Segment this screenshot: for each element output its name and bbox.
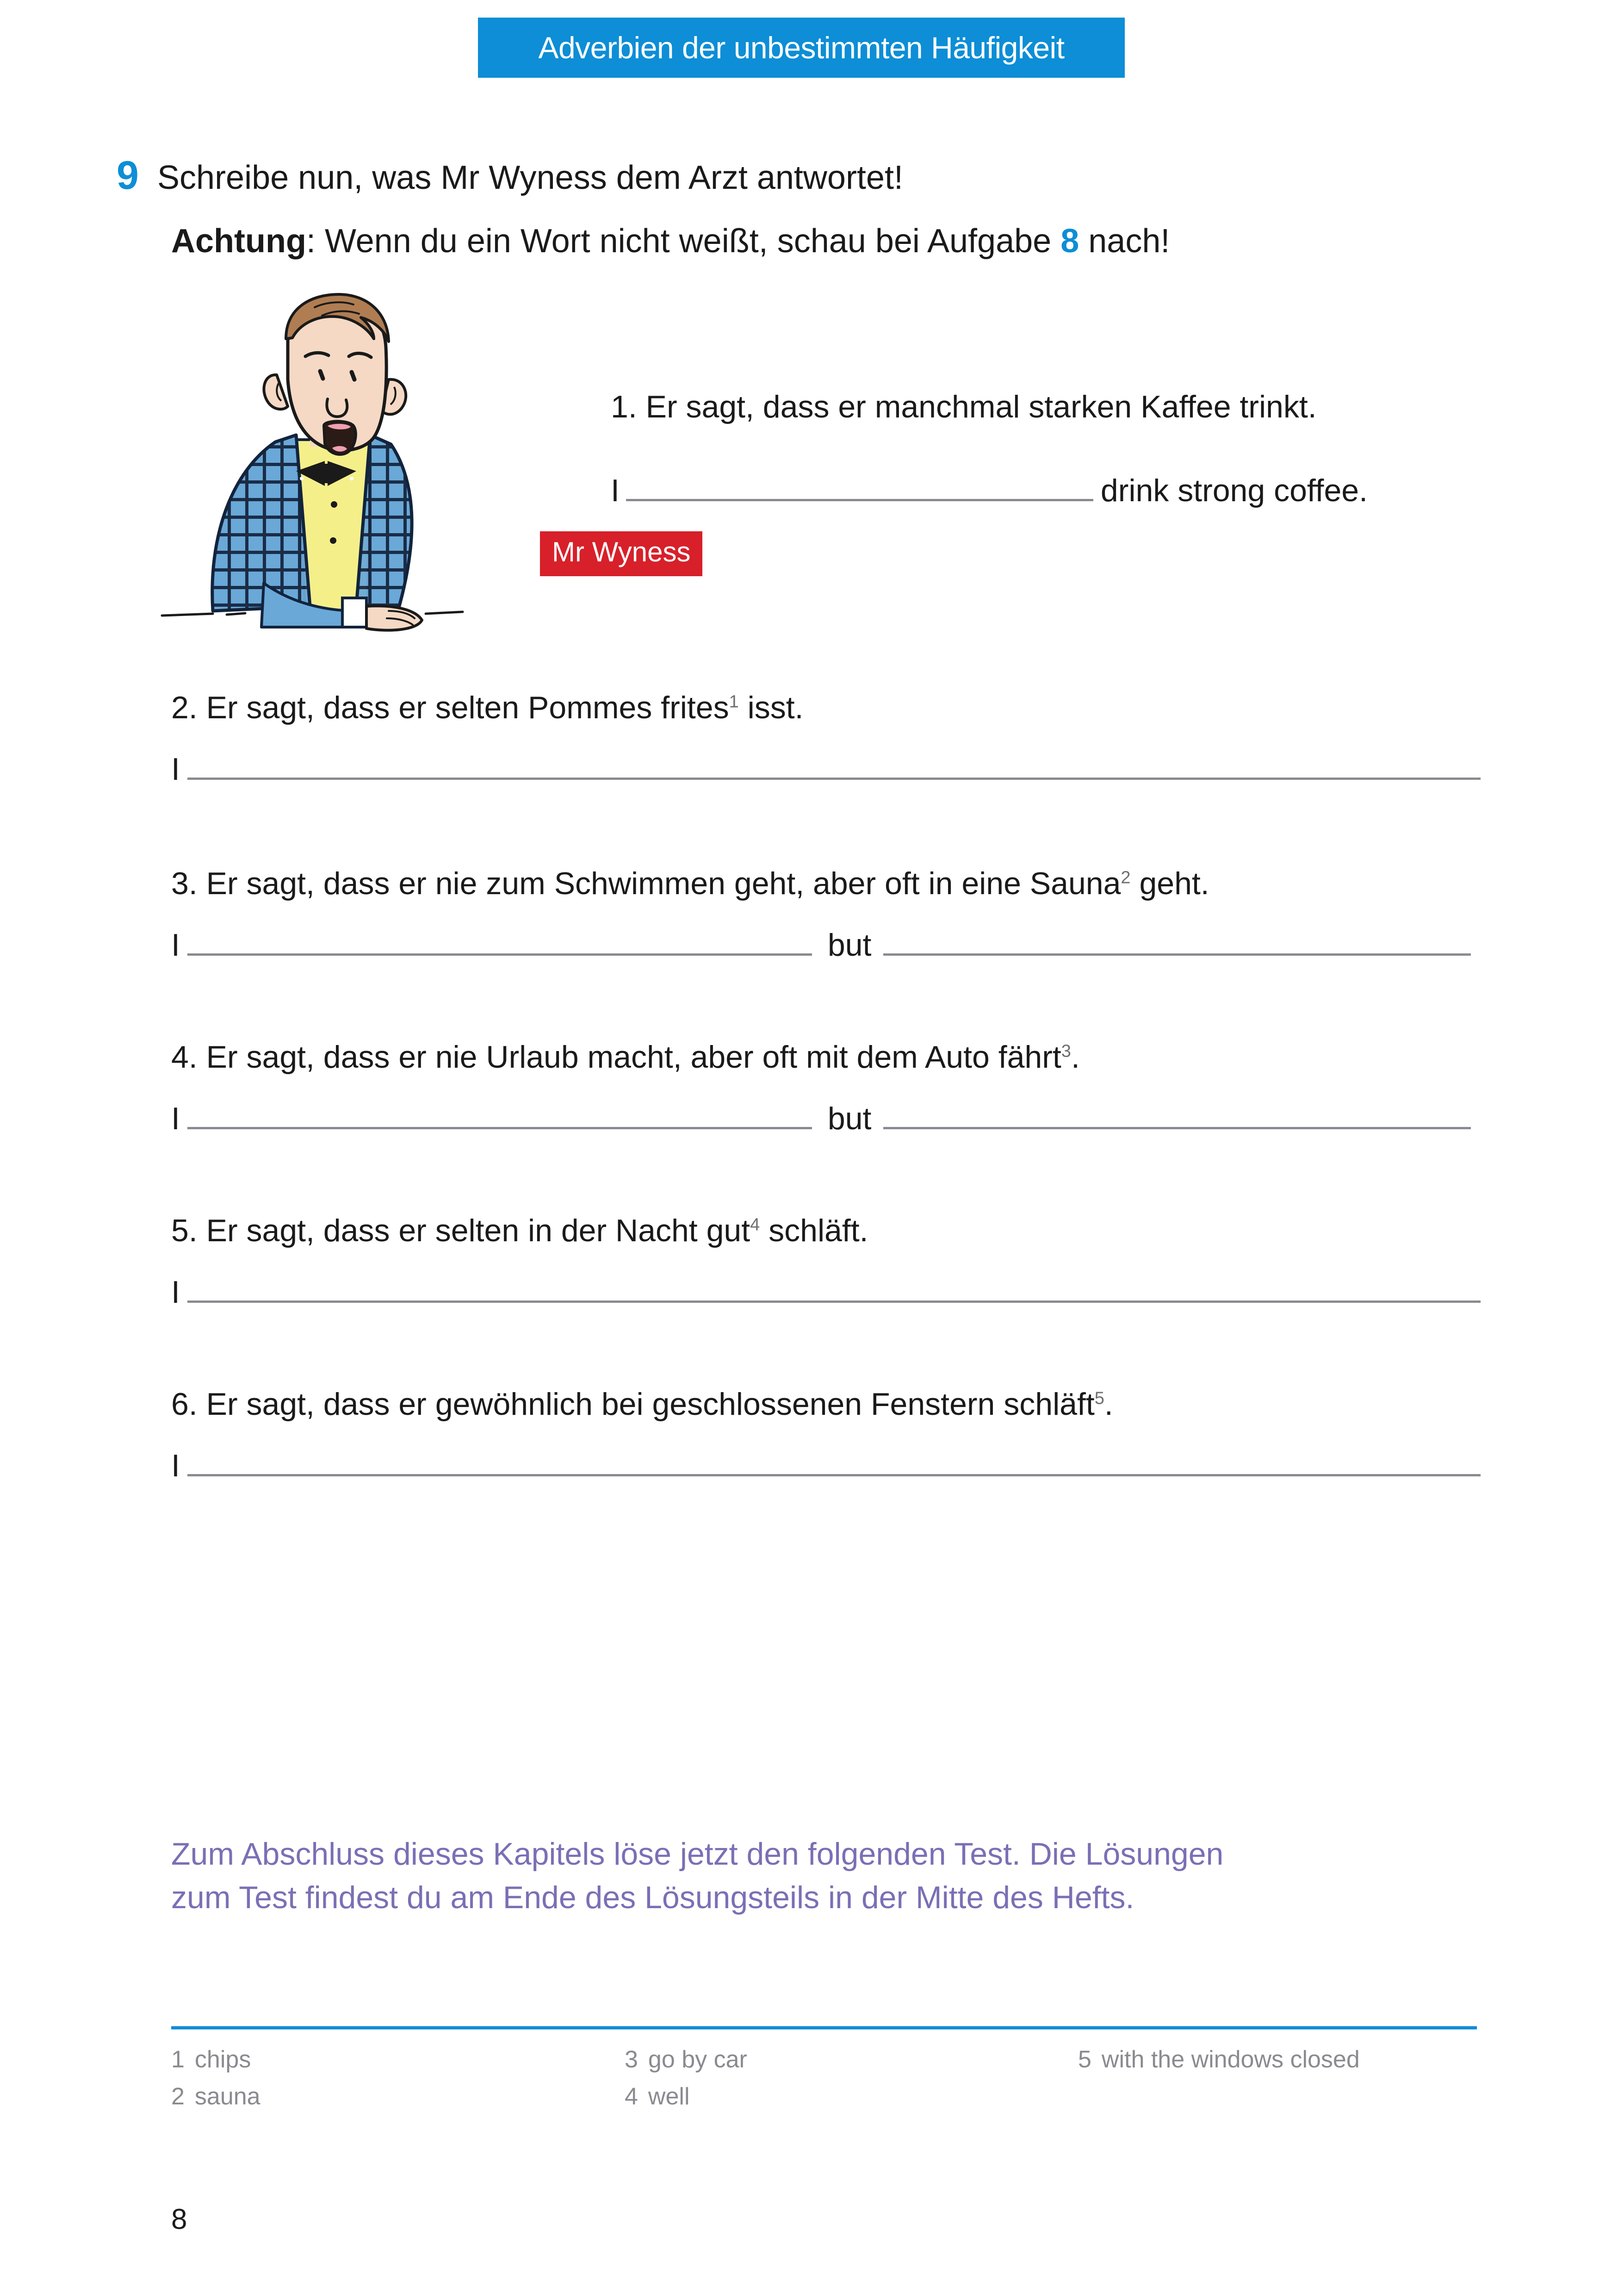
exercise-2-answer-lead: I	[171, 752, 180, 787]
footnote-number: 3	[625, 2046, 638, 2073]
exercise-3-answer-blank-second[interactable]	[883, 921, 1471, 956]
exercise-6-answer-lead: I	[171, 1448, 180, 1483]
closing-note-line-1: Zum Abschluss dieses Kapitels löse jetzt den folgenden Test. Die Lösungen	[171, 1836, 1224, 1872]
task-note-label: Achtung	[171, 223, 306, 260]
footnote-number: 2	[171, 2083, 185, 2110]
exercise-4-question-prefix: 4. Er sagt, dass er nie Urlaub macht, aber oft mit dem Auto fährt	[171, 1039, 1061, 1075]
exercise-6-footnote-marker: 5	[1094, 1388, 1104, 1408]
exercise-4-answer-row	[171, 1095, 1481, 1137]
exercise-2-question-suffix: isst.	[738, 690, 804, 725]
task-note	[171, 222, 1170, 260]
exercise-5-answer-lead: I	[171, 1275, 180, 1310]
exercise-3-footnote-marker: 2	[1121, 868, 1131, 888]
footnote-item	[625, 2083, 1078, 2110]
exercise-4-answer-lead: I	[171, 1101, 180, 1136]
exercise-5	[171, 1213, 1481, 1310]
task-number: 9	[117, 153, 139, 198]
exercise-6-question	[171, 1386, 1481, 1422]
exercise-2-footnote-marker: 1	[729, 692, 739, 712]
exercise-6-question-prefix: 6. Er sagt, dass er gewöhnlich bei geschlossenen Fenstern schläft	[171, 1387, 1095, 1422]
exercise-5-answer-blank[interactable]	[187, 1268, 1481, 1303]
footnote-text: chips	[194, 2046, 251, 2073]
exercise-4-answer-blank-second[interactable]	[883, 1095, 1471, 1129]
exercise-5-question	[171, 1213, 1481, 1249]
footnote-text: go by car	[648, 2046, 747, 2073]
exercise-1-question: 1. Er sagt, dass er manchmal starken Kaffee trinkt.	[611, 389, 1317, 424]
footnote-divider	[171, 2026, 1477, 2029]
footnote-text: sauna	[194, 2083, 260, 2110]
footnote-number: 4	[625, 2083, 638, 2110]
task-note-text-after: nach!	[1079, 223, 1170, 260]
closing-note-line-2: zum Test findest du am Ende des Lösungsteils in der Mitte des Hefts.	[171, 1879, 1134, 1915]
mr-wyness-name-tag	[540, 531, 702, 576]
task-note-text-before: : Wenn du ein Wort nicht weißt, schau bei Aufgabe	[306, 223, 1061, 260]
exercise-4-question-suffix: .	[1071, 1039, 1080, 1075]
exercise-6-answer-row	[171, 1442, 1481, 1484]
exercise-6	[171, 1386, 1481, 1484]
footnote-item	[171, 2083, 625, 2110]
exercise-2	[171, 690, 1481, 787]
exercise-5-footnote-marker: 4	[750, 1215, 760, 1235]
footnote-item	[1078, 2046, 1481, 2073]
exercise-1-answer-lead: I	[611, 473, 620, 508]
exercise-4-footnote-marker: 3	[1061, 1041, 1071, 1061]
footnote-item	[171, 2046, 625, 2073]
task-note-reference: 8	[1060, 223, 1079, 260]
exercise-3-answer-blank-first[interactable]	[187, 921, 812, 956]
footnote-number: 1	[171, 2046, 185, 2073]
exercise-3-conjunction: but	[827, 927, 872, 963]
exercise-1-answer-row	[611, 463, 1368, 509]
footnote-text: well	[648, 2083, 690, 2110]
footnote-item	[625, 2046, 1078, 2073]
exercise-1-answer-tail: drink strong coffee.	[1100, 473, 1368, 508]
exercise-3-question	[171, 865, 1481, 902]
exercise-3-answer-lead: I	[171, 927, 180, 963]
exercise-2-answer-blank[interactable]	[187, 745, 1481, 780]
exercise-5-question-prefix: 5. Er sagt, dass er selten in der Nacht gut	[171, 1213, 750, 1248]
footnote-number: 5	[1078, 2046, 1091, 2073]
exercise-4-conjunction: but	[827, 1101, 872, 1136]
page-number: 8	[171, 2203, 187, 2235]
exercise-4-answer-blank-first[interactable]	[187, 1095, 812, 1129]
exercise-2-answer-row	[171, 745, 1481, 787]
mr-wyness-illustration	[157, 287, 560, 657]
chapter-banner-title: Adverbien der unbestimmten Häufigkeit	[538, 31, 1065, 65]
exercise-4	[171, 1039, 1481, 1137]
exercise-3-answer-row	[171, 921, 1481, 963]
exercise-3-question-suffix: geht.	[1130, 866, 1209, 901]
task-heading	[117, 153, 1505, 199]
closing-note	[171, 1833, 1481, 1920]
exercise-6-answer-blank[interactable]	[187, 1442, 1481, 1476]
mr-wyness-name-tag-label: Mr Wyness	[552, 536, 691, 567]
exercise-2-question-prefix: 2. Er sagt, dass er selten Pommes frites	[171, 690, 729, 725]
footnote-list	[171, 2046, 1481, 2110]
footnote-item-empty	[1078, 2083, 1481, 2110]
chapter-banner	[478, 18, 1125, 78]
exercise-1-answer-blank[interactable]	[626, 463, 1093, 501]
exercise-3-question-prefix: 3. Er sagt, dass er nie zum Schwimmen geht, aber oft in eine Sauna	[171, 866, 1121, 901]
footnote-text: with the windows closed	[1101, 2046, 1360, 2073]
exercise-6-question-suffix: .	[1104, 1387, 1113, 1422]
exercise-4-question	[171, 1039, 1481, 1075]
exercise-5-question-suffix: schläft.	[760, 1213, 868, 1248]
exercise-2-question	[171, 690, 1481, 726]
exercise-3	[171, 865, 1481, 963]
exercise-5-answer-row	[171, 1268, 1481, 1310]
task-instruction: Schreibe nun, was Mr Wyness dem Arzt antwortet!	[157, 159, 903, 196]
